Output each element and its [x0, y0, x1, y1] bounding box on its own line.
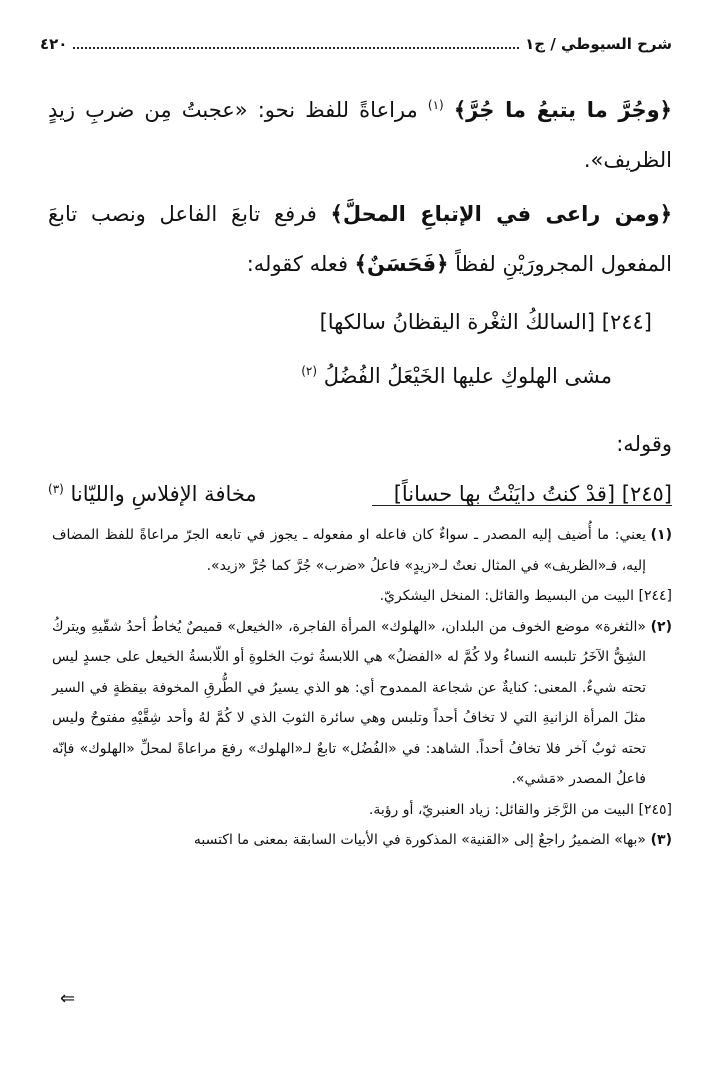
verse-intro: وقوله: — [616, 432, 672, 456]
footnote-verse-245-source: [٢٤٥] البيت من الرَّجَز والقائل: زياد العنبريّ، أو رؤبة. — [368, 801, 672, 818]
matn-phrase-1: ﴿وجُرَّ ما يتبعُ ما جُرَّ﴾ — [453, 98, 672, 122]
verse-number: [٢٤٤] — [601, 310, 652, 334]
verse-245-second-half — [48, 469, 257, 519]
verse-245-first-half — [394, 469, 672, 519]
matn-phrase-2: ﴿ومن راعى في الإتباعِ المحلَّ﴾ — [330, 202, 672, 226]
verse-text: مخافة الإفلاسِ والليّانا — [70, 482, 257, 506]
footnote-1 — [52, 520, 672, 581]
verse-244-first-half — [48, 297, 672, 347]
footnote-verse-244-source: [٢٤٤] البيت من البسيط والقائل: المنخل اليشكريّ. — [379, 588, 672, 604]
continuation-arrow-icon: ⇐ — [60, 988, 76, 1009]
paragraph-1 — [48, 85, 672, 185]
footnote-ref-3: (٣) — [48, 482, 64, 496]
footnote-mark: (٣) — [650, 832, 672, 848]
footnote-text: يعني: ما أُضيف إليه المصدر ـ سواءٌ كان فاعله او مفعوله ـ يجوز في تابعه الجرّ مراعاةً للفظ المضاف إليه، فـ«الظريف» في المثال نعتٌ لـ«زيدٍ» فاعلُ «ضرب» جُرَّ كما جُرَّ «زيد». — [52, 527, 646, 574]
footnote-mark: (٢) — [650, 618, 672, 635]
footnote-ref-2: (٢) — [301, 364, 318, 378]
footnote-mark: (١) — [650, 527, 672, 543]
verse-number: [٢٤٥] — [621, 482, 672, 506]
paragraph-2-text: فرفع تابعَ الفاعل ونصب تابعَ المفعول المجرورَيْنِ لفظاً — [48, 202, 672, 276]
footnotes — [52, 520, 672, 856]
footnote-separator — [372, 505, 672, 506]
verse-text: [السالكُ الثغْرة اليقظانُ سالكها] — [319, 310, 596, 334]
verse-text: مشى الهلوكِ عليها الخَيْعَلُ الفُضُلُ — [323, 364, 612, 388]
page-number: ٤٢٠ — [40, 35, 68, 53]
footnote-3 — [52, 825, 672, 856]
running-head — [40, 30, 672, 58]
verse-244-second-half — [48, 351, 672, 401]
paragraph-2 — [48, 189, 672, 289]
main-text — [48, 85, 672, 519]
footnote-text: «الثغرة» موضع الخوف من البلدان، «الهلوك» المرأة الفاجرة، «الخيعل» قميصٌ يُخاطُ أحدُ شقّيهِ ويتركُ الشِقُّ الآخَرُ تلبسه النساءُ ولا كُمَّ له «الفضلُ» هي اللابسةُ ثوبَ الخلوةِ أو اللّابسةُ الخيعل على جسدٍ ليس تحته شيءٌ. المعنى: كنايةٌ عن شجاعة الممدوح أي: هو الذي يسيرُ في الطُّرقِ المخوفة بيقظةٍ في السير مثلَ المرأة الزانيةِ التي لا تخافُ أحداً وتلبس وهي سائرة الثوبَ الذي لا كُمَّ لهُ وأحد شِقَّيْهِ مفتوحٌ وليس تحته ثوبٌ آخر فلا تخافُ أحداً. الشاهد: في «الفُضُل» تابعٌ لـ«الهلوك» رفعَ مراعاةً لمحلِّ «الهلوك» فإنّه فاعلُ المصدر «مَشي». — [52, 618, 646, 787]
matn-phrase-3: ﴿فَحَسَنٌ﴾ — [354, 252, 449, 276]
footnote-text: «بها» الضميرُ راجعٌ إلى «القنية» المذكورة في الأبيات السابقة بمعنى ما اكتسبه — [193, 832, 646, 848]
paragraph-2-end: فعله كقوله: — [246, 252, 348, 276]
verse-245 — [48, 469, 672, 519]
leader-dots — [73, 47, 519, 49]
verse-text: [قدْ كنتُ دايَنْتُ بها حساناً] — [393, 482, 616, 506]
footnote-2 — [52, 612, 672, 795]
paragraph-1-text: مراعاةً للفظ نحو: «عجبتُ مِن ضربِ زيدٍ الظريف». — [48, 98, 672, 172]
running-head-title: شرح السيوطي / ج١ — [525, 35, 672, 53]
footnote-ref-1: (١) — [427, 98, 444, 112]
